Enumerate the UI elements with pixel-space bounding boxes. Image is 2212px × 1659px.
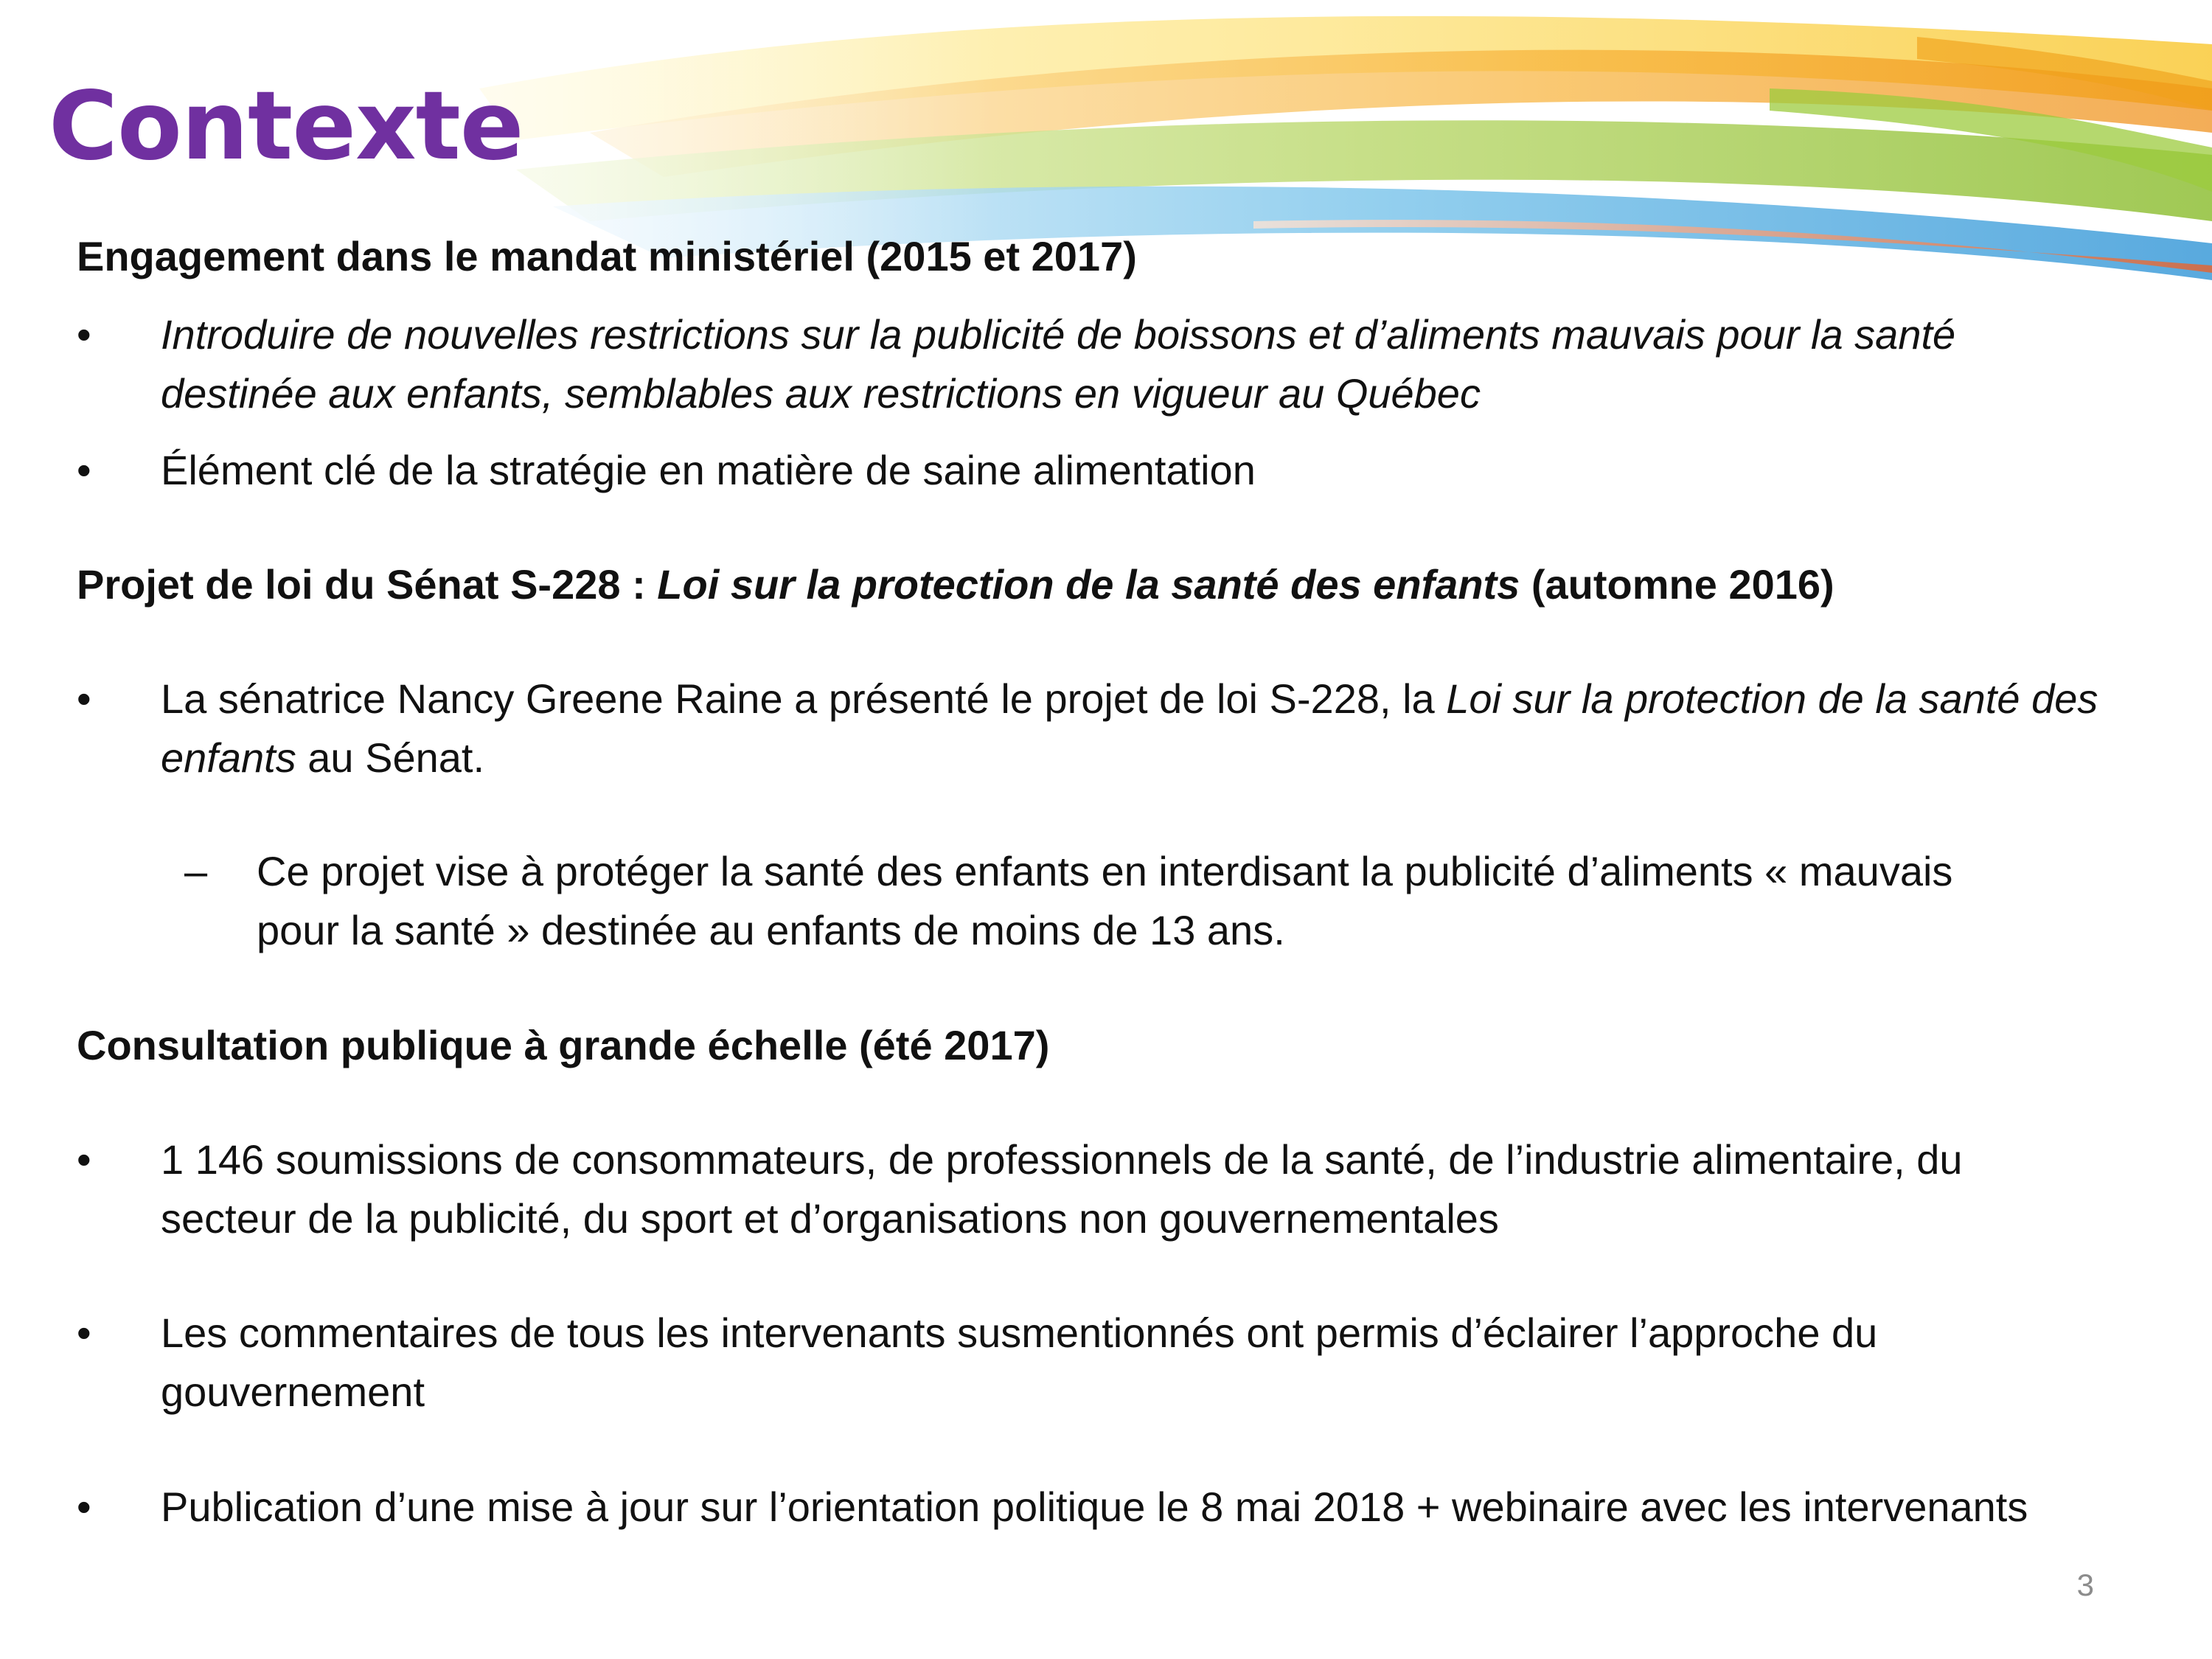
bullet-marker: •: [77, 1484, 91, 1530]
slide-title: Contexte: [49, 72, 524, 181]
section-heading-consultation: Consultation publique à grande échelle (été 2017): [77, 1022, 1050, 1068]
sub-bullet-dash: –: [184, 848, 208, 894]
section-heading-mandate: Engagement dans le mandat ministériel (2015 et 2017): [77, 233, 1137, 279]
bullet-senator-suffix: au Sénat.: [296, 734, 485, 781]
bullet-text-publication: Publication d’une mise à jour sur l’orientation politique le 8 mai 2018 + webinaire avec les intervenants: [161, 1484, 2028, 1530]
heading-bill-suffix: (automne 2016): [1520, 561, 1834, 608]
bullet-marker: •: [77, 1136, 91, 1183]
page-number: 3: [2076, 1568, 2094, 1602]
bullet-marker: •: [77, 447, 91, 493]
section-heading-bill: [77, 555, 1834, 614]
heading-bill-prefix: Projet de loi du Sénat S-228 :: [77, 561, 658, 608]
bullet-text-restrictions: Introduire de nouvelles restrictions sur la publicité de boissons et d’aliments mauvais pour la santé destinée aux enfants, semblables aux restrictions en vigueur au Québec: [161, 311, 1956, 417]
bullet-senator-prefix: La sénatrice Nancy Greene Raine a présenté le projet de loi S-228, la: [161, 675, 1447, 722]
bullet-senator-law-title: Loi sur la protection de la santé des enfants: [161, 675, 2098, 781]
bullet-marker: •: [77, 311, 91, 358]
bullet-text-senator: [161, 669, 2107, 787]
bullet-marker: •: [77, 1310, 91, 1356]
sub-bullet-text-purpose: Ce projet vise à protéger la santé des enfants en interdisant la publicité d’aliments « mauvais pour la santé » destinée au enfants de moins de 13 ans.: [257, 848, 1953, 953]
bullet-text-submissions: 1 146 soumissions de consommateurs, de professionnels de la santé, de l’industrie alimentaire, du secteur de la publicité, du sport et d’organisations non gouvernementales: [161, 1136, 1963, 1242]
bullet-text-comments: Les commentaires de tous les intervenants susmentionnés ont permis d’éclairer l’approche du gouvernement: [161, 1310, 1878, 1415]
bullet-text-key-element: Élément clé de la stratégie en matière de saine alimentation: [161, 447, 1256, 493]
heading-bill-law-title: Loi sur la protection de la santé des enfants: [657, 561, 1520, 608]
bullet-marker: •: [77, 675, 91, 722]
